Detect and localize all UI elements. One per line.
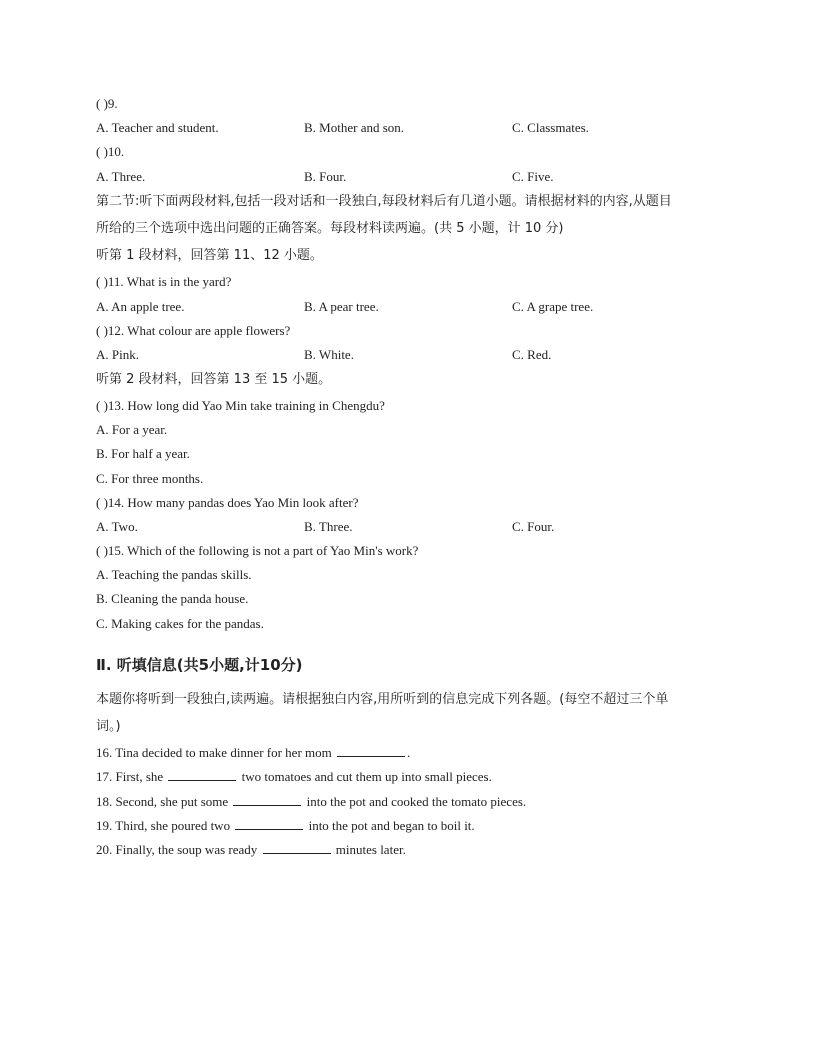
question-16-blank[interactable] (337, 744, 405, 757)
question-15-option-a: A. Teaching the pandas skills. (96, 567, 252, 582)
question-17-blank[interactable] (168, 768, 236, 781)
question-13-stem: ( )13. How long did Yao Min take training in Chengdu? (96, 398, 385, 413)
question-11-option-a: A. An apple tree. (96, 299, 185, 314)
question-19-text: 19. Third, she poured two (96, 818, 231, 833)
question-14-option-a: A. Two. (96, 519, 138, 534)
question-10-option-c: C. Five. (512, 169, 554, 184)
question-17-text-end: two tomatoes and cut them up into small pieces. (241, 769, 492, 784)
section-2-instruction-line1: 第二节:听下面两段材料,包括一段对话和一段独白,每段材料后有几道小题。请根据材料的内容,从题目 (96, 194, 672, 209)
question-9-stem: ( )9. (96, 96, 118, 111)
question-12-stem: ( )12. What colour are apple flowers? (96, 323, 291, 338)
question-10-option-a: A. Three. (96, 169, 146, 184)
material-2-heading: 听第 2 段材料，回答第 13 至 15 小题。 (96, 372, 332, 387)
question-16-text: 16. Tina decided to make dinner for her mom (96, 745, 332, 760)
question-9-option-b: B. Mother and son. (304, 120, 405, 135)
question-10-option-b: B. Four. (304, 169, 347, 184)
question-20-blank[interactable] (263, 841, 331, 854)
question-16-text-end: . (407, 745, 411, 760)
material-1-heading: 听第 1 段材料，回答第 11、12 小题。 (96, 248, 323, 263)
question-12-option-a: A. Pink. (96, 347, 139, 362)
question-14-option-c: C. Four. (512, 519, 555, 534)
question-19-blank[interactable] (235, 817, 303, 830)
question-18-text-end: into the pot and cooked the tomato pieces. (306, 794, 527, 809)
question-11-option-c: C. A grape tree. (512, 299, 594, 314)
question-9-option-c: C. Classmates. (512, 120, 589, 135)
question-15-stem: ( )15. Which of the following is not a part of Yao Min's work? (96, 543, 419, 558)
question-18-blank[interactable] (233, 793, 301, 806)
question-20-text: 20. Finally, the soup was ready (96, 842, 258, 857)
section-2-instruction-line2: 所给的三个选项中选出问题的正确答案。每段材料读两遍。(共 5 小题，计 10 分) (96, 221, 564, 236)
question-19-text-end: into the pot and began to boil it. (308, 818, 475, 833)
question-14-option-b: B. Three. (304, 519, 353, 534)
question-18-text: 18. Second, she put some (96, 794, 229, 809)
question-10-stem: ( )10. (96, 144, 125, 159)
question-13-option-b: B. For half a year. (96, 446, 190, 461)
question-9-option-a: A. Teacher and student. (96, 120, 219, 135)
question-17-text: 17. First, she (96, 769, 164, 784)
question-18 (96, 793, 526, 811)
question-13-option-a: A. For a year. (96, 422, 168, 437)
question-20-text-end: minutes later. (335, 842, 406, 857)
question-14-stem: ( )14. How many pandas does Yao Min look after? (96, 495, 359, 510)
question-11-option-b: B. A pear tree. (304, 299, 379, 314)
part-2-intro-line2: 词。) (96, 719, 121, 734)
question-13-option-c: C. For three months. (96, 471, 204, 486)
question-19 (96, 817, 475, 835)
question-20 (96, 841, 406, 859)
question-15-option-c: C. Making cakes for the pandas. (96, 616, 264, 631)
part-2-heading: Ⅱ. 听填信息(共5小题,计10分) (96, 656, 303, 674)
question-17 (96, 768, 492, 786)
question-12-option-b: B. White. (304, 347, 354, 362)
question-16 (96, 744, 410, 762)
question-15-option-b: B. Cleaning the panda house. (96, 591, 249, 606)
question-11-stem: ( )11. What is in the yard? (96, 274, 232, 289)
part-2-intro-line1: 本题你将听到一段独白,读两遍。请根据独白内容,用所听到的信息完成下列各题。(每空不超过三个单 (96, 692, 669, 707)
question-12-option-c: C. Red. (512, 347, 552, 362)
